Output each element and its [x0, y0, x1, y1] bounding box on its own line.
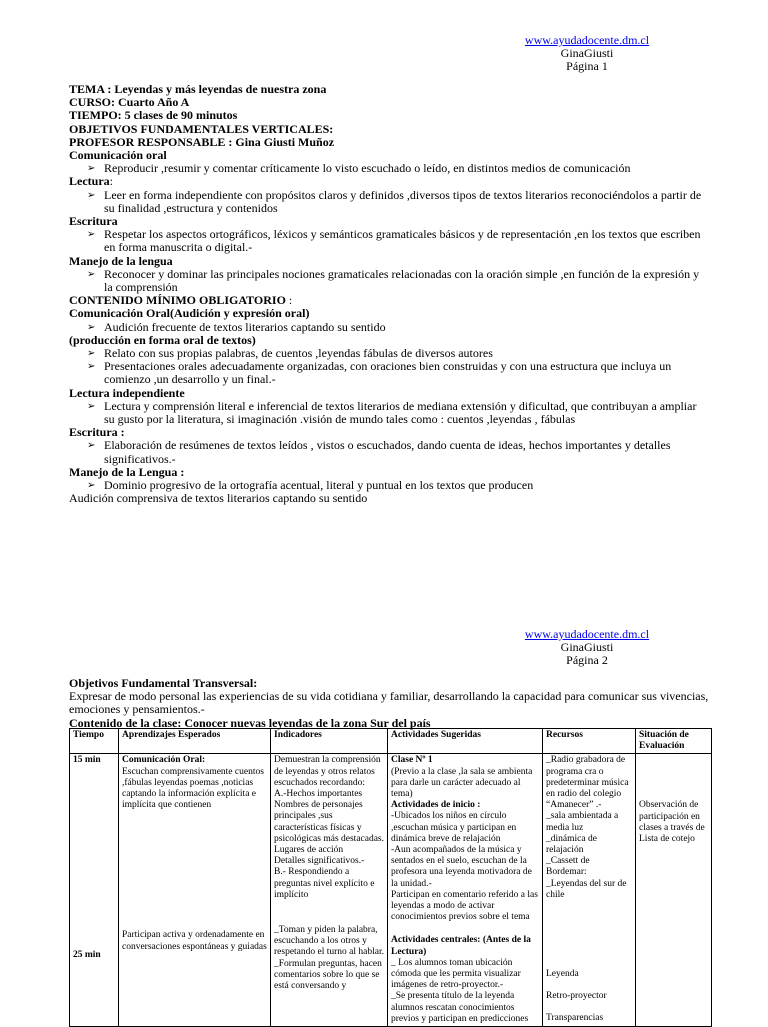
header-author: GinaGiusti: [560, 46, 614, 60]
arrow-bullet-icon: ➢: [87, 189, 96, 201]
cell-evaluacion: [636, 754, 712, 1027]
profesor: PROFESOR RESPONSABLE : Gina Giusti Muñoz: [69, 134, 335, 149]
arrow-bullet-icon: ➢: [87, 268, 96, 280]
website-link[interactable]: www.ayudadocente.dm.cl: [524, 627, 650, 641]
page-header: [522, 628, 652, 667]
column-header: Tiempo: [70, 729, 119, 754]
indicador-text: Lugares de acción: [274, 845, 344, 856]
page-1-body: [69, 83, 709, 506]
cmo-section-title: Escritura :: [69, 425, 125, 440]
header-page-number: Página 2: [566, 653, 608, 667]
arrow-bullet-icon: ➢: [87, 348, 96, 360]
list-item: [69, 479, 709, 492]
contenido-clase: Contenido de la clase: Conocer nuevas leyendas de la zona Sur del país: [69, 715, 431, 730]
indicador-text: Detalles significativos.-: [274, 856, 365, 867]
recurso-text: Leyenda: [546, 969, 579, 980]
list-item: [69, 321, 709, 334]
arrow-bullet-icon: ➢: [87, 361, 96, 373]
indicador-text: A.-Hechos importantes: [274, 789, 363, 800]
tiempo-value: 25 min: [73, 949, 101, 960]
list-item: [69, 162, 709, 175]
cmo-suffix: :: [285, 293, 293, 308]
column-header: Situación de Evaluación: [636, 729, 712, 754]
header-page-number: Página 1: [566, 59, 608, 73]
section-suffix: :: [109, 174, 113, 189]
actividades-centrales-title: Actividades centrales: (Antes de la Lectura): [391, 935, 531, 957]
cmo-section-title: Manejo de la Lengua :: [69, 464, 185, 479]
curso: CURSO: Cuarto Año A: [69, 95, 190, 110]
oft-title: Objetivos Fundamental Transversal:: [69, 676, 258, 690]
indicador-text: _Formulan preguntas, hacen comentarios sobre lo que se está conversando y: [274, 958, 382, 992]
aprendizajes-text: Participan activa y ordenadamente en conversaciones espontáneas y guiadas: [122, 930, 267, 952]
list-item: [69, 400, 709, 426]
list-item-text: Leer en forma independiente con propósitos claros y definidos ,diversos tipos de textos literarios reconociéndolos a partir de su finalidad ,estructura y contenidos: [104, 187, 702, 215]
recurso-text: Retro-proyector: [546, 991, 607, 1002]
tiempo-value: 15 min: [73, 755, 101, 766]
column-header: Aprendizajes Esperados: [119, 729, 271, 754]
list-item-text: Reproducir ,resumir y comentar críticamente lo visto escuchado o leído, en distintos medios de comunicación: [104, 161, 631, 176]
header-author: GinaGiusti: [560, 640, 614, 654]
aprendizajes-text: Escuchan comprensivamente cuentos ,fábulas leyendas poemas ,noticias captando la información explícita e implícita que contienen: [122, 766, 264, 811]
actividad-text: Participan en comentario referido a las leyendas a modo de activar conocimientos previos sobre el tema: [391, 889, 538, 923]
cell-recursos: [543, 754, 636, 1027]
list-item: [69, 268, 709, 294]
arrow-bullet-icon: ➢: [87, 163, 96, 175]
objetivos-heading: OBJETIVOS FUNDAMENTALES VERTICALES:: [69, 121, 334, 136]
recurso-text: _Leyendas del sur de chile: [546, 878, 627, 900]
recurso-text: _Radio grabadora de programa cra o predeterminar música en radio del colegio: [546, 755, 629, 800]
cmo-section-title: Comunicación Oral(Audición y expresión oral): [69, 306, 310, 321]
list-item-text: Respetar los aspectos ortográficos, léxicos y semánticos gramaticales básicos y de representación ,en los textos que escriben en forma manuscrita o digital.-: [104, 227, 701, 255]
cmo-title: CONTENIDO MÍNIMO OBLIGATORIO: [69, 293, 286, 308]
recurso-text: “Amanecer” .-: [546, 800, 602, 811]
arrow-bullet-icon: ➢: [87, 321, 96, 333]
closing-line: Audición comprensiva de textos literarios captando su sentido: [69, 491, 368, 506]
section-title: Escritura: [69, 214, 118, 229]
list-item-text: Presentaciones orales adecuadamente organizadas, con oraciones bien construidas y con una estructura que incluya un comienzo ,un desarrollo y un final.-: [104, 359, 672, 387]
arrow-bullet-icon: ➢: [87, 229, 96, 241]
tiempo-value: : 5 clases de 90 minutos: [117, 108, 238, 123]
oft-text: Expresar de modo personal las experiencias de su vida cotidiana y familiar, desarrollando la capacidad para comunicar sus vivencias, emociones y pensamientos.-: [69, 689, 709, 717]
cmo-section-title: Lectura independiente: [69, 385, 185, 400]
lesson-plan-table: [69, 728, 712, 1027]
actividad-text: -Ubicados los niños en círculo ,escuchan música y participan en dinámica breve de relajación: [391, 811, 517, 844]
tiempo-label: TIEMPO: [69, 108, 118, 123]
cell-aprendizajes: [119, 754, 271, 1027]
indicador-text: Nombres de personajes principales ,sus características físicas y psicológicas más destacadas.: [274, 800, 385, 844]
arrow-bullet-icon: ➢: [87, 440, 96, 452]
clase-title: Clase Nº 1: [391, 755, 433, 766]
section-title: Lectura: [69, 174, 110, 189]
list-item: [69, 360, 709, 386]
actividades-intro: (Previo a la clase ,la sala se ambienta para darle un carácter adecuado al tema): [391, 766, 533, 800]
list-item-text: Lectura y comprensión literal e inferencial de textos literarios de mediana extensión y dificultad, que contribuyan a ampliar su gusto por la literatura, si imaginación .visión de mundo tales como : cuentos ,leyendas , fábulas: [104, 398, 697, 427]
recurso-text: Transparencias: [546, 1013, 604, 1024]
cell-indicadores: [271, 754, 388, 1027]
cell-actividades: [388, 754, 543, 1027]
arrow-bullet-icon: ➢: [87, 480, 96, 492]
cmo-section-title: (producción en forma oral de textos): [69, 332, 256, 347]
recurso-text: _dinámica de relajación: [546, 833, 597, 856]
actividades-inicio-title: Actividades de inicio :: [391, 800, 481, 811]
actividad-text: _ Los alumnos toman ubicación cómoda que les permita visualizar imágenes de retro-proyector.-: [391, 957, 521, 991]
cell-tiempo: [70, 754, 119, 1027]
evaluacion-text: Observación de participación en clases a través de Lista de cotejo: [639, 800, 705, 845]
list-item: [69, 439, 709, 465]
list-item-text: Elaboración de resúmenes de textos leídos , vistos o escuchados, dando cuenta de ideas, hechos importantes y detalles significativos.-: [104, 438, 671, 466]
indicador-text: _Toman y piden la palabra, escuchando a los otros y respetando el turno al hablar.: [274, 925, 385, 958]
aprendizajes-title: Comunicación Oral:: [122, 755, 206, 766]
tema: TEMA : Leyendas y más leyendas de nuestra zona: [69, 82, 327, 96]
actividad-text: -Aun acompañados de la música y sentados en el suelo, escuchan de la profesora una leyenda motivadora de la unidad.-: [391, 845, 532, 889]
column-header: Indicadores: [271, 729, 388, 754]
list-item-text: Relato con sus propias palabras, de cuentos ,leyendas fábulas de diversos autores: [104, 346, 493, 361]
table-header-row: [70, 729, 712, 754]
section-title: Comunicación oral: [69, 148, 167, 163]
page-header: [522, 34, 652, 73]
tiempo: [69, 109, 709, 122]
section-title: Manejo de la lengua: [69, 253, 173, 268]
list-item: [69, 228, 709, 254]
list-item-text: Dominio progresivo de la ortografía acentual, literal y puntual en los textos que producen: [104, 478, 534, 493]
list-item-text: Reconocer y dominar las principales nociones gramaticales relacionadas con la oración simple ,en función de la expresión y la comprensión: [104, 266, 700, 295]
list-item-text: Audición frecuente de textos literarios captando su sentido: [104, 319, 386, 334]
recurso-text: _sala ambientada a media luz: [546, 811, 619, 833]
recurso-text: _Cassett de Bordemar:: [546, 856, 590, 878]
column-header: Recursos: [543, 729, 636, 754]
list-item: [69, 189, 709, 215]
page-2-body: [69, 677, 709, 730]
website-link[interactable]: www.ayudadocente.dm.cl: [524, 33, 650, 47]
indicador-text: Demuestran la comprensión de leyendas y otros relatos escuchados recordando:: [274, 755, 381, 788]
actividad-text: _Se presenta título de la leyenda alumnos rescatan conocimientos previos y participan en predicciones: [391, 991, 529, 1024]
column-header: Actividades Sugeridas: [388, 729, 543, 754]
table-row: [70, 754, 712, 1027]
indicador-text: B.- Respondiendo a preguntas nivel explícito e implícito: [274, 867, 375, 900]
arrow-bullet-icon: ➢: [87, 400, 96, 412]
